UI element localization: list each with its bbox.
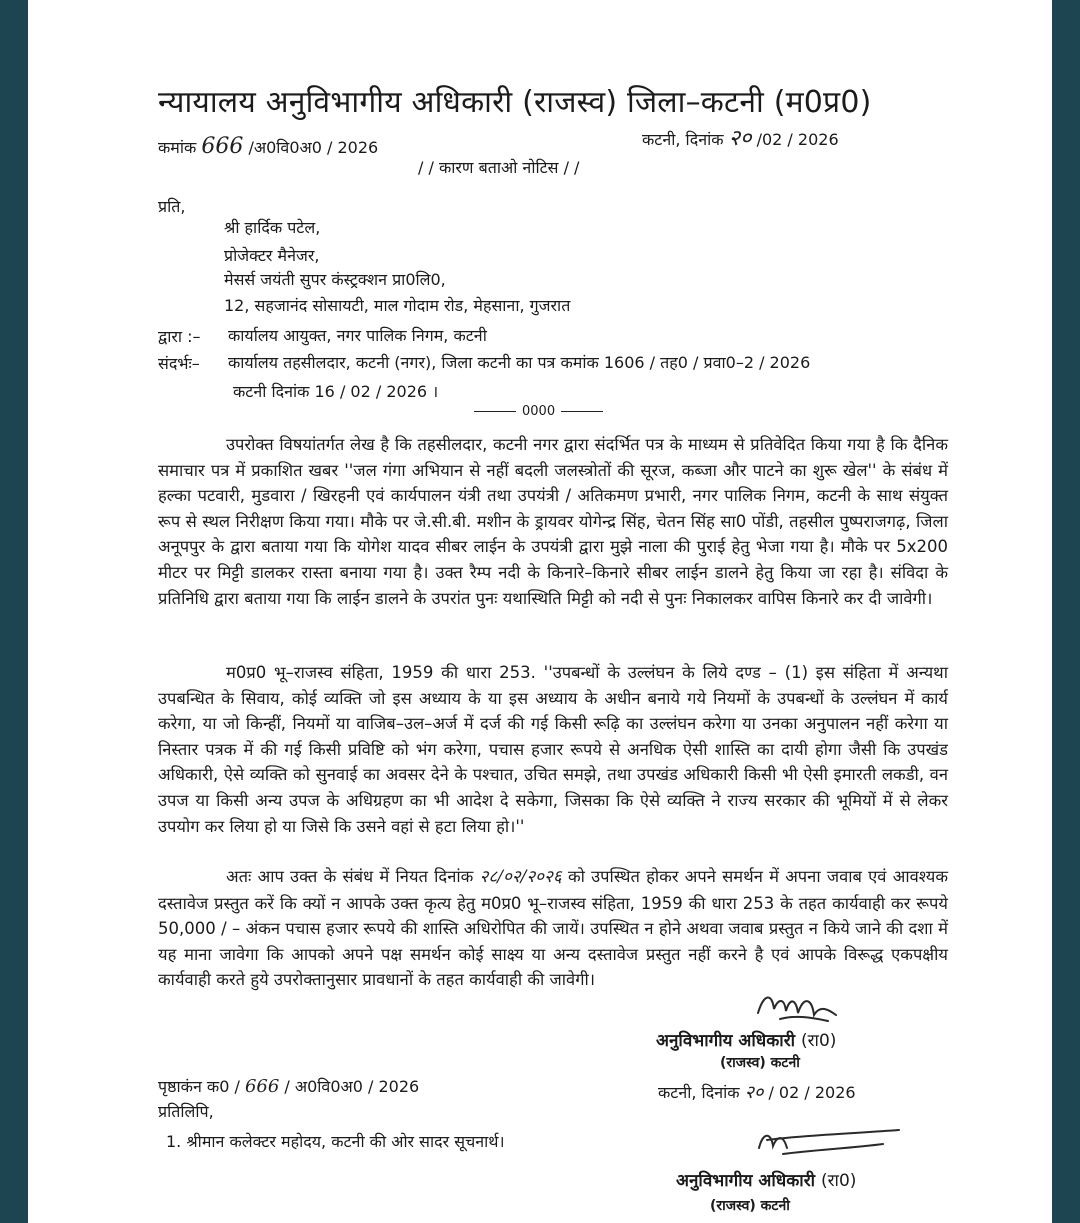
endorsement-number-handwritten: 666: [244, 1076, 280, 1097]
notice-heading: / / कारण बताओ नोटिस / /: [418, 158, 580, 177]
endorsement-date: कटनी, दिनांक २० / 02 / 2026: [658, 1082, 856, 1103]
court-title: न्यायालय अनुविभागीय अधिकारी (राजस्व) जिला–कटनी (म0प्र0): [158, 85, 872, 120]
endorsement-date-handwritten: २०: [744, 1082, 764, 1103]
ref-number-handwritten: 666: [201, 134, 244, 159]
issue-date-handwritten: २०: [728, 126, 752, 151]
via-text: कार्यालय आयुक्त, नगर पालिक निगम, कटनी: [228, 326, 487, 345]
via-label: द्वारा :–: [158, 327, 201, 346]
reference-number: कमांक 666 /अ0वि0अ0 / 2026: [158, 134, 379, 159]
copy-label: प्रतिलिपि,: [158, 1102, 214, 1121]
signature-scribble-2: [753, 1118, 903, 1163]
body-paragraph-2: म0प्र0 भू–राजस्व संहिता, 1959 की धारा 253. ''उपबन्धों के उल्लंघन के लिये दण्ड – (1) इस संहिता में अन्यथा उपबन्धित के सिवाय, कोई व्यक्ति जो इस अध्याय के या इस अध्याय के अधीन बनाये गये नियमों के उपबन्धों के उल्लंघन में कार्य करेगा, या जो किन्हीं, नियमों या वाजिब–उल–अर्ज में दर्ज की गई किसी रूढ़ि का उल्लंघन करेगा या उनका अनुपालन नहीं करेगा या निस्तार पत्रक में की गई किसी प्रविष्टि को भंग करेगा, पचास हजार रूपये से अनधिक ऐसी शास्ति का दायी होगा जैसी कि उपखंड अधिकारी, ऐसे व्यक्ति को सुनवाई का अवसर देने के पश्चात, उचित समझे, तथा उपखंड अधिकारी किसी भी ऐसी इमारती लकडी, वन उपज या किसी अन्य उपज के अधिग्रहण का भी आदेश दे सकेगा, जिसका कि ऐसे व्यक्ति ने राज्य सरकार की भूमियों में से लेकर उपयोग कर लिया हो या जिसे कि उसने वहां से हटा लिया हो।'': [158, 663, 948, 836]
endorsement-number: पृष्ठाकंन क0 / 666 / अ0वि0अ0 / 2026: [158, 1076, 420, 1097]
signature-stamp-2: अनुविभागीय अधिकारी (रा0): [676, 1171, 857, 1191]
recipient-line-4: 12, सहजानंद सोसायटी, माल गोदाम रोड, मेहसाना, गुजरात: [224, 296, 571, 315]
document-page: [28, 0, 1052, 1223]
recipient-line-2: प्रोजेक्टर मैनेजर,: [224, 246, 320, 265]
prati-label: प्रति,: [158, 197, 186, 216]
issue-date: कटनी, दिनांक २० /02 / 2026: [642, 126, 839, 151]
recipient-line-3: मेसर्स जयंती सुपर कंस्ट्रक्शन प्रा0लि0,: [224, 270, 446, 289]
copy-recipient-1: 1. श्रीमान कलेक्टर महोदय, कटनी की ओर सादर सूचनार्थ।: [166, 1132, 505, 1151]
reference-text-2: कटनी दिनांक 16 / 02 / 2026 ।: [233, 382, 439, 401]
hearing-date-handwritten: २८/०२/२०२६: [479, 867, 562, 887]
reference-text-1: कार्यालय तहसीलदार, कटनी (नगर), जिला कटनी का पत्र कमांक 1606 / तह0 / प्रवा0–2 / 2026: [228, 353, 811, 372]
recipient-line-1: श्री हार्दिक पटेल,: [224, 218, 321, 237]
signature-stamp-2-sub: (राजस्व) कटनी: [710, 1198, 790, 1214]
body-paragraph-1: उपरोक्त विषयांतर्गत लेख है कि तहसीलदार, कटनी नगर द्वारा संदर्भित पत्र के माध्यम से प्रतिवेदित किया गया है कि दैनिक समाचार पत्र में प्रकाशित खबर ''जल गंगा अभियान से नहीं बदली जलस्त्रोतों की सूरज, कब्जा और पाटने का शुरू खेल'' के संबंध में हल्का पटवारी, मुडवारा / खिरहनी एवं कार्यपालन यंत्री तथा उपयंत्री / अतिकमण प्रभारी, नगर पालिक निगम, कटनी के साथ संयुक्त रूप से स्थल निरीक्षण किया गया। मौके पर जे.सी.बी. मशीन के ड्रायवर योगेन्द्र सिंह, चेतन सिंह सा0 पोंडी, तहसील पुष्पराजगढ़, जिला अनूपपुर के द्वारा बताया गया कि योगेश यादव सीबर लाईन के उपयंत्री द्वारा मुझे नाला की पुराई हेतु भेजा गया है। मौके पर 5x200 मीटर पर मिट्टी डालकर रास्ता बनाया गया है। उक्त रैम्प नदी के किनारे–किनारे सीबर लाईन डालने हेतु किया जा रहा है। संविदा के प्रतिनिधि द्वारा बताया गया कि लाईन डालने के उपरांत पुनः यथास्थिति मिट्टी को नदी से पुनः निकालकर वापिस किनारे कर दी जावेगी।: [158, 435, 948, 608]
body-paragraph-3: अतः आप उक्त के संबंध में नियत दिनांक २८/०२/२०२६ को उपस्थित होकर अपने समर्थन में अपना जवाब एवं आवश्यक दस्तावेज प्रस्तुत करें कि क्यों न आपके उक्त कृत्य हेतु म0प्र0 भू–राजस्व संहिता, 1959 की धारा 253 के तहत कार्यवाही कर रूपये 50,000 / – अंकन पचास हजार रूपये की शास्ति अधिरोपित की जायें। उपस्थित न होने अथवा जवाब प्रस्तुत न किये जाने की दशा में यह माना जावेगा कि आपको अपने पक्ष समर्थन कोई साक्ष्य या अन्य दस्तावेज प्रस्तुत नहीं करने है एवं आपके विरूद्ध एकपक्षीय कार्यवाही करते हुये उपरोक्तानुसार प्रावधानों के तहत कार्यवाही की जावेगी।: [158, 867, 948, 990]
signature-stamp-1: अनुविभागीय अधिकारी (रा0): [656, 1031, 837, 1051]
reference-label: संदर्भः–: [158, 354, 200, 373]
signature-stamp-1-sub: (राजस्व) कटनी: [720, 1055, 800, 1071]
section-divider: 0000: [468, 404, 609, 419]
signature-scribble-1: [750, 985, 840, 1030]
